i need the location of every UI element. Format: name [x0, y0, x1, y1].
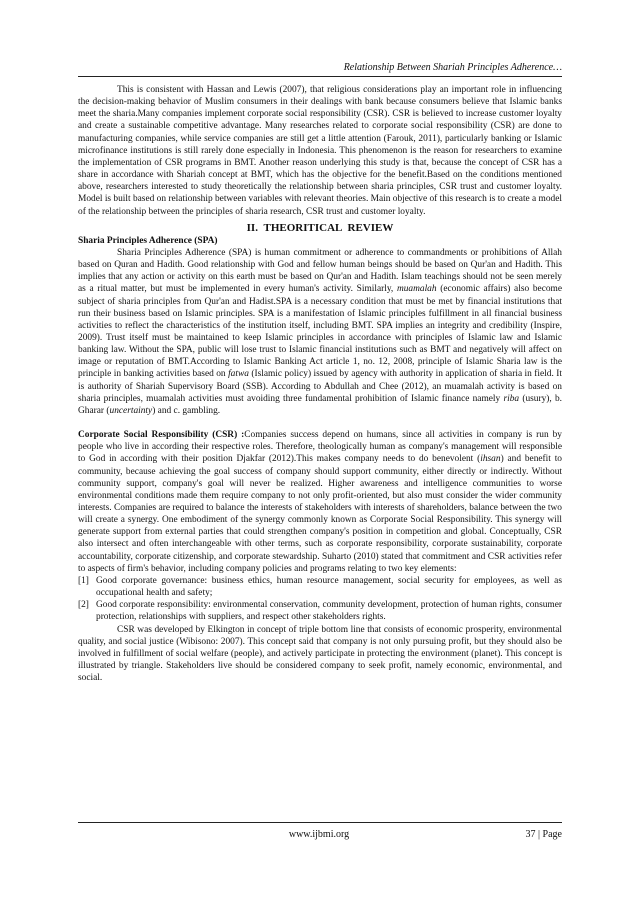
running-title: Relationship Between Shariah Principles Adherence…	[343, 62, 562, 73]
list-item-number: [1]	[78, 575, 89, 586]
term-muamalah: muamalah	[396, 284, 437, 295]
spa-text-4: (usury), b. Gharar (	[78, 393, 563, 416]
footer-rule	[78, 822, 562, 823]
term-riba: riba	[503, 393, 520, 404]
term-fatwa: fatwa	[228, 369, 249, 380]
spa-paragraph	[78, 247, 562, 417]
spa-heading: Sharia Principles Adherence (SPA)	[78, 235, 218, 246]
spa-text-1: Sharia Principles Adherence (SPA) is human commitment or adherence to commandments or prohibitions of Allah based on Quran and Hadith. Good relationship with God and fellow human beings should be based on Qur'an and Hadith. This implies that any action or activity on this earth must be based on Qur'an and Hadith. Islam teachings should not be seen merely as a ritual matter, but must be implemented in every human's activity. Similarly,	[78, 247, 562, 295]
spa-text-5: ) and c. gambling.	[152, 405, 221, 416]
spa-text-2: (economic affairs) also become subject of sharia principles from Qur'an and Hadist.SPA is a necessary condition that must be met by financial institutions that run their business based on Islamic principles. SPA is a manifestation of Islamic principles fulfillment in all financial business activities to reflect the characteristics of the institution itself, including BMT. SPA implies an integrity and credibility (Inspire, 2009). Trust itself must be maintained to keep Islamic principles in accordance with principles of Islamic law and Islamic banking law. Without the SPA, public will lose trust to Islamic financial institutions such as BMT and negatively will affect on image or reputation of BMT.According to Islamic Banking Act article 1, no. 12, 2008, principle of Islamic Sharia law is the principle in banking activities based on	[78, 284, 562, 380]
term-uncertainty: uncertainty	[109, 405, 153, 416]
section-name: THEORITICAL REVIEW	[263, 221, 394, 234]
list-item-number: [2]	[78, 600, 89, 611]
csr-paragraph	[78, 429, 562, 575]
section-number: II.	[246, 221, 258, 234]
list-item	[78, 575, 562, 599]
csr-text-2: ) and benefit to community, because achieving the goal success of company should support community, either directly or indirectly. Without community support, company's goal will never be realized. Higher awareness and intelligence communities to worse environmental conditions made them require company to not only profit-oriented, but also must consider the wider community interests. Companies are required to balance the interests of stakeholders with interests of shareholders, balance between the two will create a synergy. One embodiment of the synergy commonly known as Corporate Social Responsibility. This synergy will generate support from external parties that could strengthen company's position in competition and global. Conceptually, CSR also intersect and often interchangeable with other terms, such as corporate responsibility, corporate sustainability, corporate accountability, corporate citizenship, and corporate stewardship. Suharto (2010) stated that commitment and CSR activities refer to aspects of firm's behavior, including company policies and programs relating to two key elements:	[78, 454, 562, 574]
page-body	[78, 84, 562, 684]
csr-heading: Corporate Social Responsibility (CSR) :	[78, 430, 245, 441]
section-title	[78, 222, 562, 235]
list-item-text: Good corporate responsibility: environmental conservation, community development, protection of human rights, consumer protection, relationships with suppliers, and respect other stakeholders rights.	[96, 600, 562, 623]
footer-url: www.ijbmi.org	[288, 829, 350, 840]
csr-closing-paragraph: CSR was developed by Elkington in concept of triple bottom line that consists of economic prosperity, environmental quality, and social justice (Wibisono: 2007). This concept said that company is not only pursuing profit, but they should also be involved in fulfillment of social welfare (people), and actively participate in protecting the environment (planet). This concept is illustrated by triangle. Stakeholders live should be considered company to seek profit, namely economic, environmental, and social.	[78, 624, 562, 684]
paragraph-gap	[78, 417, 562, 429]
intro-paragraph: This is consistent with Hassan and Lewis (2007), that religious considerations play an important role in influencing the decision-making behavior of Muslim consumers in their dealings with bank because consumers believe that Islamic banks meet the sharia.Many companies implement corporate social responsibility (CSR). CSR is believed to increase customer loyalty and create a sustainable competitive advantage. Many researches related to corporate social responsibility (CSR) are done to manufacturing companies, while service companies are still get a little attention (Farouk, 2011), particularly banking or Islamic microfinance institutions is still rarely done especially in Indonesia. This phenomenon is the reason for researchers to examine the implementation of CSR programs in BMT. Another reason underlying this study is that, because the concept of CSR has a share in accordance with Shariah concept at BMT, which has the objective for the benefit.Based on the conditions mentioned above, researchers interested to study theoretically the relationship between sharia principles, CSR trust and customer loyalty. Model is built based on relationship between variables with relevant theories. Main objective of this research is to create a model of the relationship between the principles of sharia research, CSR trust and customer loyalty.	[78, 85, 562, 217]
spa-text-3: (Islamic policy) issued by agency with authority in application of sharia in field. It is authority of Shariah Supervisory Board (SSB). According to Abdullah and Chee (2012), an muamalah activity is based on sharia principles, muamalah activities must avoiding three fundamental prohibition of Islamic finance namely	[78, 369, 562, 404]
csr-element-list	[78, 575, 562, 624]
page-number: 37 | Page	[525, 829, 562, 840]
csr-text-1: Companies success depend on humans, since all activities in company is run by people who live in according their respective roles. Therefore, theologically human as company's management will responsible to God in according with their position Djakfar (2012).This makes company needs to do benevolent (	[78, 430, 562, 465]
header-rule	[78, 76, 562, 77]
list-item-text: Good corporate governance: business ethics, human resource management, social security for employees, as well as occupational health and safety;	[96, 575, 562, 599]
term-ihsan: ihsan	[480, 454, 501, 465]
list-item	[78, 599, 562, 623]
